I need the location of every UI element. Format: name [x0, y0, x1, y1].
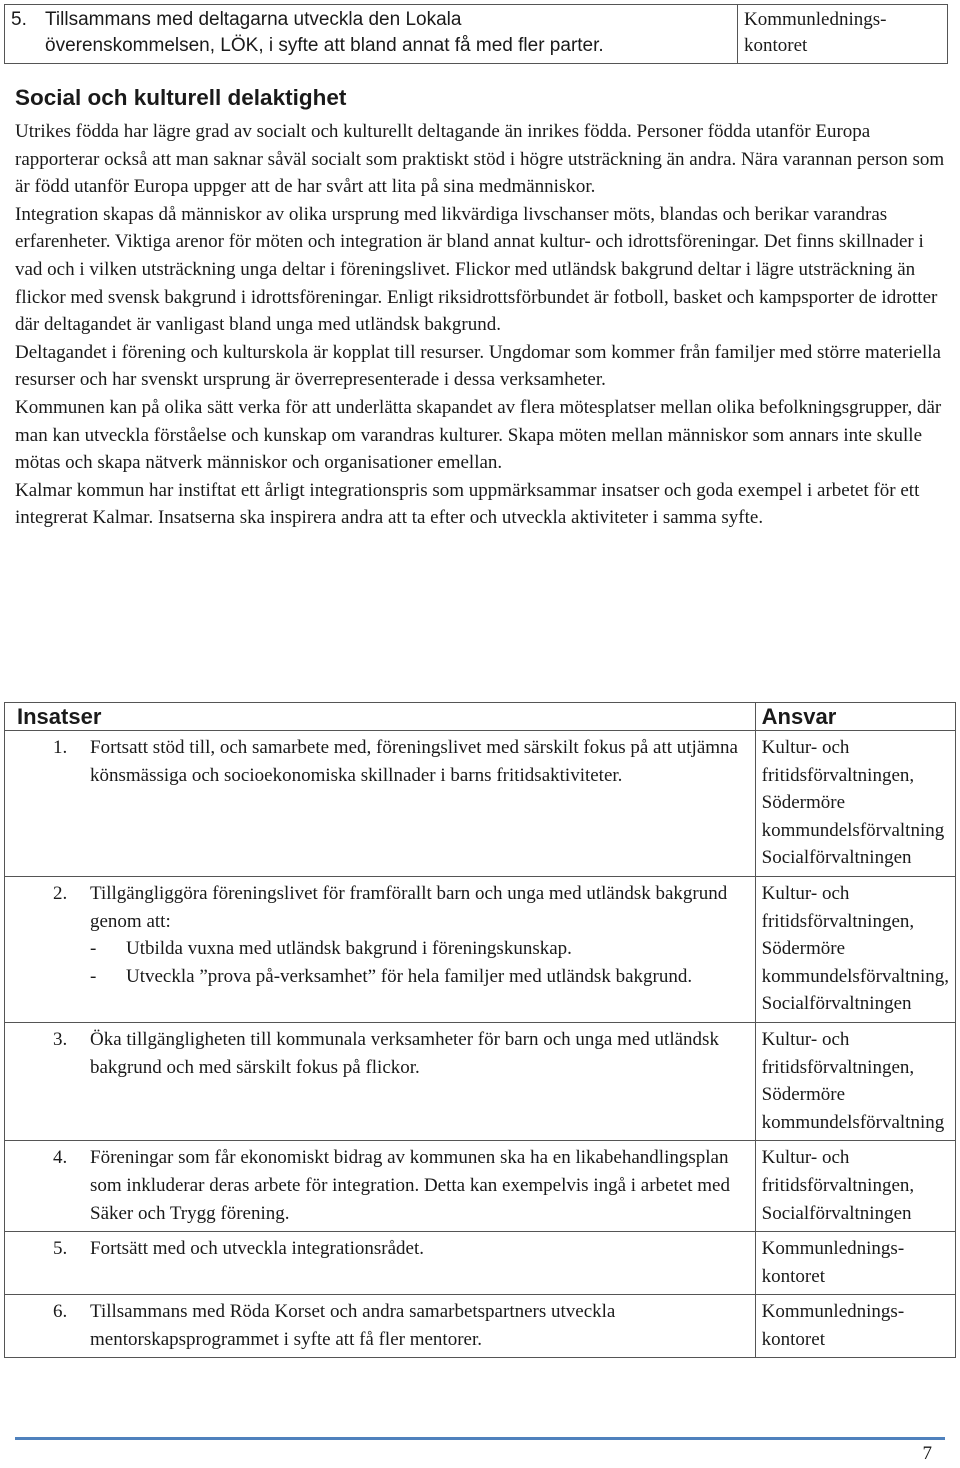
table-row: [5, 1022, 956, 1140]
responsible-line: Kultur- och: [761, 1028, 850, 1050]
sub-item-text: Utveckla ”prova på-verksamhet” för hela familjer med utländsk bakgrund.: [126, 965, 693, 987]
page-number: 7: [922, 1443, 932, 1464]
responsible-cell: [755, 1232, 955, 1295]
responsible-line: Kultur- och: [761, 1147, 850, 1169]
responsible-line: kommundelsförvaltning: [761, 819, 945, 841]
top-table-fragment: [4, 4, 948, 64]
action-cell: [5, 731, 756, 877]
responsible-cell: [738, 5, 948, 64]
paragraph: Deltagandet i förening och kulturskola är kopplat till resurser. Ungdomar som kommer från familjer med större materiella resurser och har svenskt ursprung är överrepresenterade i dessa verksamheter.: [15, 341, 941, 391]
table-row: [5, 5, 948, 64]
responsible-line: fritidsförvaltningen,: [761, 910, 915, 932]
responsible-line: kontoret: [761, 1265, 825, 1287]
table-header-row: [5, 703, 956, 731]
item-number: 5.: [11, 9, 27, 30]
action-cell: [5, 876, 756, 1022]
section-body: [15, 118, 945, 532]
responsible-line: Kommunlednings-: [761, 1238, 905, 1260]
actions-table: [4, 702, 956, 1358]
action-cell: [5, 1141, 756, 1232]
action-text: Tillgängliggöra föreningslivet för framförallt barn och unga med utländsk bakgrund genom att:: [90, 882, 728, 932]
responsible-line: Kommunlednings-: [761, 1301, 905, 1323]
responsible-line: fritidsförvaltningen,: [761, 1056, 915, 1078]
table-row: [5, 1232, 956, 1295]
item-number: 4.: [53, 1147, 68, 1169]
action-text-line2: överenskommelsen, LÖK, i syfte att bland annat få med fler parter.: [45, 35, 604, 56]
responsible-line: Kommunlednings-: [744, 9, 887, 30]
header-responsible: Ansvar: [755, 703, 955, 731]
responsible-line: Socialförvaltningen: [761, 847, 912, 869]
responsible-line: fritidsförvaltningen,: [761, 1174, 915, 1196]
action-text: Fortsätt med och utveckla integrationsrådet.: [90, 1238, 424, 1260]
responsible-line: Kultur- och: [761, 737, 850, 758]
responsible-line: Södermöre: [761, 938, 846, 960]
action-text: Föreningar som får ekonomiskt bidrag av kommunen ska ha en likabehandlingsplan som inkluderar deras arbete för integration. Detta kan exempelvis ingå i arbetet med Säker och Trygg förening.: [90, 1147, 730, 1224]
responsible-line: Kultur- och: [761, 882, 850, 904]
action-text: Fortsatt stöd till, och samarbete med, föreningslivet med särskilt fokus på att utjämna könsmässiga och socioekonomiska skillnader i barns fritidsaktiviteter.: [90, 737, 738, 786]
table-row: [5, 1141, 956, 1232]
sub-item: [53, 935, 745, 963]
action-text: Öka tillgängligheten till kommunala verksamheter för barn och unga med utländsk bakgrund och med särskilt fokus på flickor.: [90, 1028, 719, 1078]
responsible-line: kontoret: [761, 1328, 825, 1350]
responsible-cell: [755, 1022, 955, 1140]
dash: -: [90, 938, 97, 960]
responsible-line: kommundelsförvaltning,: [761, 965, 949, 987]
action-cell: [5, 1295, 756, 1358]
action-text-line1: Tillsammans med deltagarna utveckla den Lokala: [45, 9, 462, 30]
table-row: [5, 1295, 956, 1358]
responsible-line: kontoret: [744, 35, 808, 56]
responsible-line: Socialförvaltningen: [761, 1202, 912, 1224]
responsible-line: Södermöre: [761, 792, 846, 814]
item-number: 2.: [53, 882, 68, 904]
sub-item-text: Utbilda vuxna med utländsk bakgrund i föreningskunskap.: [126, 938, 572, 960]
paragraph: Kommunen kan på olika sätt verka för att underlätta skapandet av flera mötesplatser mellan olika befolkningsgrupper, där man kan utveckla förståelse och kunskap om varandras kulturer. Skapa möten mellan människor som annars inte skulle mötas och skapa nätverk människor och organisationer emellan.: [15, 396, 942, 474]
action-cell: [5, 5, 738, 64]
responsible-line: kommundelsförvaltning: [761, 1111, 945, 1133]
sub-item: [53, 963, 745, 991]
paragraph: Kalmar kommun har instiftat ett årligt integrationspris som uppmärksammar insatser och goda exempel i arbetet för ett integrerat Kalmar. Insatserna ska inspirera andra att ta efter och utveckla aktiviteter i samma syfte.: [15, 479, 920, 529]
paragraph: Integration skapas då människor av olika ursprung med likvärdiga livschanser möts, blandas och berikar varandras erfarenheter. Viktiga arenor för möten och integration är bland annat kultur- och idrottsföreningar. Det finns skillnader i vad och i vilken utsträckning unga deltar i föreningslivet. Flickor med utländsk bakgrund deltar i lägre utsträckning än flickor med svensk bakgrund i idrottsföreningar. Enligt riksidrottsförbundet är fotboll, basket och kampsporter de idrotter där deltagandet är vanligast bland unga med utländsk bakgrund.: [15, 203, 938, 336]
action-cell: [5, 1232, 756, 1295]
section-heading: Social och kulturell delaktighet: [15, 85, 347, 110]
item-number: 1.: [53, 737, 68, 758]
action-cell: [5, 1022, 756, 1140]
item-number: 3.: [53, 1028, 68, 1050]
item-number: 6.: [53, 1301, 68, 1323]
action-text: Tillsammans med Röda Korset och andra samarbetspartners utveckla mentorskapsprogrammet i syfte att få fler mentorer.: [90, 1301, 616, 1350]
table-row: [5, 731, 956, 877]
table-row: [5, 876, 956, 1022]
responsible-cell: [755, 1141, 955, 1232]
responsible-cell: [755, 1295, 955, 1358]
footer-rule: [15, 1437, 945, 1440]
paragraph: Utrikes födda har lägre grad av socialt och kulturellt deltagande än inrikes födda. Personer födda utanför Europa rapporterar också att man saknar såväl socialt som praktiskt stöd i högre utsträckning än andra. Nära varannan person som är född utanför Europa uppger att de har svårt att lita på sina medmänniskor.: [15, 121, 945, 198]
header-actions: Insatser: [5, 703, 756, 731]
responsible-line: Socialförvaltningen: [761, 993, 912, 1015]
responsible-line: fritidsförvaltningen,: [761, 764, 915, 786]
dash: -: [90, 965, 97, 987]
item-number: 5.: [53, 1238, 68, 1260]
responsible-cell: [755, 731, 955, 877]
responsible-cell: [755, 876, 955, 1022]
responsible-line: Södermöre: [761, 1084, 846, 1106]
